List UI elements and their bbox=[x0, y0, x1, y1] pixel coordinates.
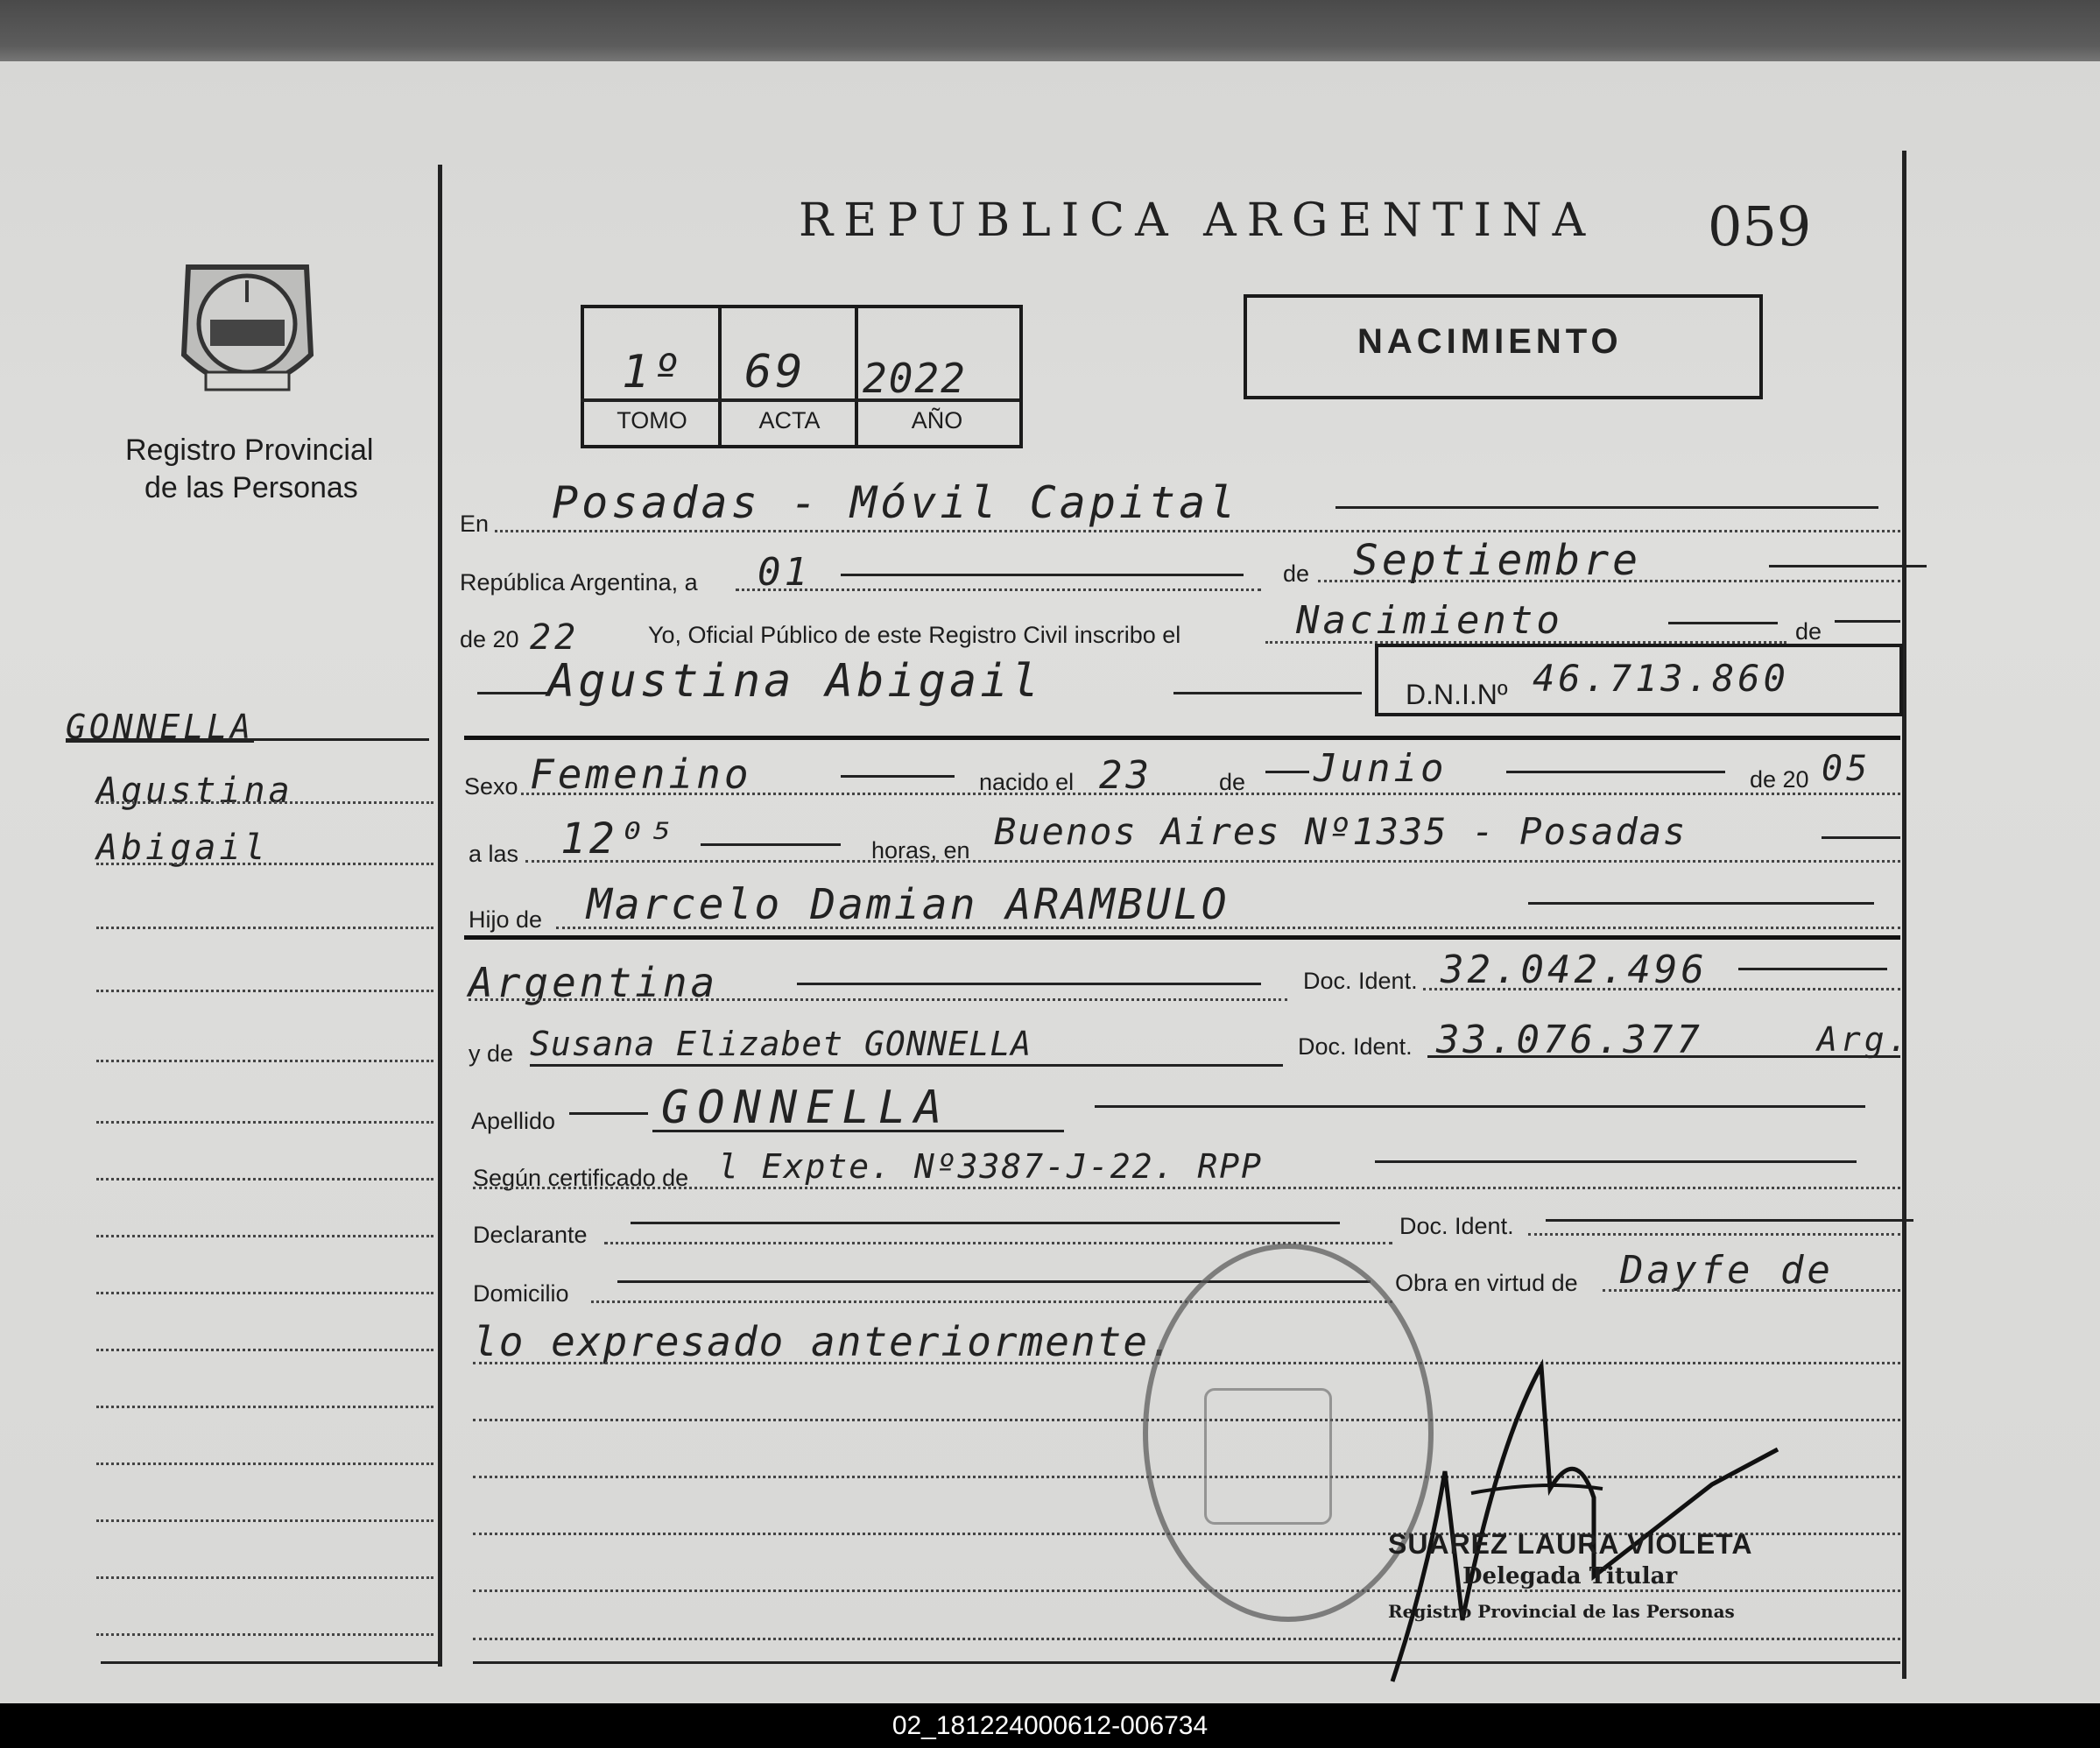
margin-dots bbox=[96, 1121, 433, 1124]
dots-line bbox=[736, 589, 1261, 591]
margin-dots bbox=[96, 1292, 433, 1294]
margin-dots bbox=[96, 990, 433, 992]
fill-rule bbox=[530, 1064, 1283, 1067]
republica-label: República Argentina, a bbox=[460, 569, 698, 596]
page-number: 059 bbox=[1708, 194, 1812, 258]
dots-line bbox=[1528, 1233, 1900, 1236]
alas-label: a las bbox=[469, 841, 519, 867]
mother-doc-value: 33.076.377 bbox=[1436, 1018, 1703, 1062]
yo-label: Yo, Oficial Público de este Registro Civil inscribo el bbox=[648, 622, 1181, 648]
mother-doc-label: Doc. Ident. bbox=[1298, 1033, 1413, 1060]
fill-rule bbox=[1427, 1055, 1900, 1058]
fill-rule bbox=[1835, 620, 1900, 623]
obra-value: Dayfe de bbox=[1620, 1248, 1834, 1293]
margin-dots bbox=[96, 1406, 433, 1408]
de-label-2: de bbox=[1795, 618, 1822, 645]
dots-line bbox=[525, 860, 1900, 863]
fill-rule bbox=[1095, 1105, 1865, 1108]
hijo-label: Hijo de bbox=[469, 906, 543, 933]
apellido-label: Apellido bbox=[471, 1108, 556, 1134]
birth-day-value: 23 bbox=[1099, 753, 1152, 798]
margin-dots bbox=[96, 1060, 433, 1062]
margin-dots bbox=[96, 927, 433, 929]
margin-dots bbox=[96, 1633, 433, 1636]
de-label-3: de bbox=[1219, 769, 1246, 795]
margin-dots bbox=[96, 863, 433, 865]
fill-rule bbox=[652, 1130, 1064, 1132]
mother-name-value: Susana Elizabet GONNELLA bbox=[530, 1025, 1032, 1063]
margin-rule bbox=[66, 738, 429, 741]
office-name-line1: Registro Provincial bbox=[125, 433, 374, 467]
margin-dots bbox=[96, 1235, 433, 1237]
fill-rule bbox=[569, 1112, 648, 1115]
margin-name1: Agustina bbox=[96, 771, 293, 811]
margin-dots bbox=[96, 1576, 433, 1579]
dots-line bbox=[469, 998, 1287, 1001]
fill-rule bbox=[797, 983, 1261, 985]
sexo-label: Sexo bbox=[464, 773, 518, 800]
mother-nationality-value: Arg. bbox=[1817, 1020, 1912, 1059]
margin-bottom-rule bbox=[101, 1661, 438, 1664]
father-doc-value: 32.042.496 bbox=[1441, 948, 1708, 992]
right-frame-line bbox=[1902, 151, 1906, 1679]
nacido-label: nacido el bbox=[979, 769, 1075, 795]
fill-rule bbox=[1335, 506, 1878, 509]
dots-line bbox=[495, 530, 1900, 532]
apellido-value: GONNELLA bbox=[661, 1082, 951, 1134]
fill-rule bbox=[1769, 565, 1927, 567]
place-value: Posadas - Móvil Capital bbox=[552, 477, 1239, 528]
country-title: REPUBLICA ARGENTINA bbox=[799, 194, 1596, 247]
margin-surname: GONNELLA bbox=[66, 708, 255, 746]
margin-dots bbox=[96, 801, 433, 804]
office-name-line2: de las Personas bbox=[144, 471, 358, 504]
fill-rule bbox=[477, 692, 547, 694]
birth-year-suffix-value: 05 bbox=[1822, 749, 1871, 789]
acta-label: ACTA bbox=[758, 407, 821, 433]
de-label: de bbox=[1283, 560, 1310, 587]
year-prefix-label: de 20 bbox=[460, 626, 519, 652]
birth-month-value: Junio bbox=[1314, 746, 1448, 791]
fill-rule bbox=[1506, 771, 1725, 773]
father-doc-label: Doc. Ident. bbox=[1303, 968, 1418, 994]
father-nationality-value: Argentina bbox=[469, 959, 719, 1006]
fill-rule bbox=[1738, 968, 1887, 970]
horas-label: horas, en bbox=[871, 837, 970, 863]
signer-office: Registro Provincial de las Personas bbox=[1388, 1601, 1735, 1622]
signature-scribble-icon bbox=[1314, 1314, 1839, 1699]
fill-rule bbox=[1822, 836, 1900, 839]
yde-label: y de bbox=[469, 1040, 514, 1067]
fill-rule bbox=[701, 843, 841, 846]
declarante-doc-label: Doc. Ident. bbox=[1399, 1213, 1514, 1239]
footer-document-id: 02_181224000612-006734 bbox=[0, 1703, 2100, 1748]
father-name-value: Marcelo Damian ARAMBULO bbox=[587, 880, 1230, 929]
margin-dots bbox=[96, 1519, 433, 1522]
section-rule bbox=[464, 935, 1900, 940]
fill-rule bbox=[841, 574, 1244, 576]
dni-value: 46.713.860 bbox=[1533, 657, 1789, 700]
margin-dots bbox=[96, 1349, 433, 1351]
obra-label: Obra en virtud de bbox=[1395, 1270, 1578, 1296]
fill-rule bbox=[631, 1222, 1340, 1224]
year-suffix-value: 22 bbox=[530, 617, 580, 658]
record-type: NACIMIENTO bbox=[1357, 322, 1623, 361]
segun-value: l Expte. Nº3387-J-22. RPP bbox=[718, 1147, 1263, 1186]
dots-line bbox=[1603, 1289, 1900, 1292]
hour-value: 12⁰⁵ bbox=[560, 814, 676, 863]
signer-name: SUAREZ LAURA VIOLETA bbox=[1388, 1528, 1753, 1560]
day-value: 01 bbox=[758, 550, 811, 595]
dni-label: D.N.I.Nº bbox=[1406, 679, 1508, 710]
signer-title: Delegada Titular bbox=[1462, 1563, 1678, 1589]
fill-rule bbox=[841, 775, 955, 778]
birth-place-value: Buenos Aires Nº1335 - Posadas bbox=[994, 810, 1688, 853]
margin-dots bbox=[96, 1178, 433, 1181]
act-type-value: Nacimiento bbox=[1296, 598, 1563, 643]
tomo-label: TOMO bbox=[617, 407, 687, 433]
anio-label: AÑO bbox=[911, 407, 963, 433]
tomo-value: 1º bbox=[622, 346, 684, 398]
fill-rule bbox=[1173, 692, 1362, 694]
fill-rule bbox=[1375, 1160, 1857, 1163]
province-seal-icon bbox=[171, 250, 324, 407]
anio-value: 2022 bbox=[863, 355, 967, 402]
domicilio-label: Domicilio bbox=[473, 1280, 569, 1307]
fill-rule bbox=[1528, 902, 1874, 905]
full-name-value: Agustina Abigail bbox=[547, 655, 1042, 708]
left-frame-line bbox=[438, 165, 442, 1667]
fill-rule bbox=[1668, 622, 1778, 624]
month-value: Septiembre bbox=[1353, 536, 1641, 585]
margin-name2: Abigail bbox=[96, 828, 269, 868]
year-label-2: de 20 bbox=[1750, 766, 1809, 793]
sexo-value: Femenino bbox=[530, 751, 752, 798]
acta-value: 69 bbox=[744, 346, 807, 398]
dots-line bbox=[473, 1187, 1900, 1189]
segun-label: Según certificado de bbox=[473, 1165, 689, 1191]
fill-rule bbox=[1265, 771, 1309, 773]
en-label: En bbox=[460, 511, 490, 537]
obra-continuation: lo expresado anteriormente. bbox=[473, 1318, 1175, 1365]
fill-rule bbox=[1546, 1219, 1913, 1222]
section-rule bbox=[464, 736, 1900, 740]
declarante-label: Declarante bbox=[473, 1222, 588, 1248]
margin-dots bbox=[96, 1463, 433, 1465]
